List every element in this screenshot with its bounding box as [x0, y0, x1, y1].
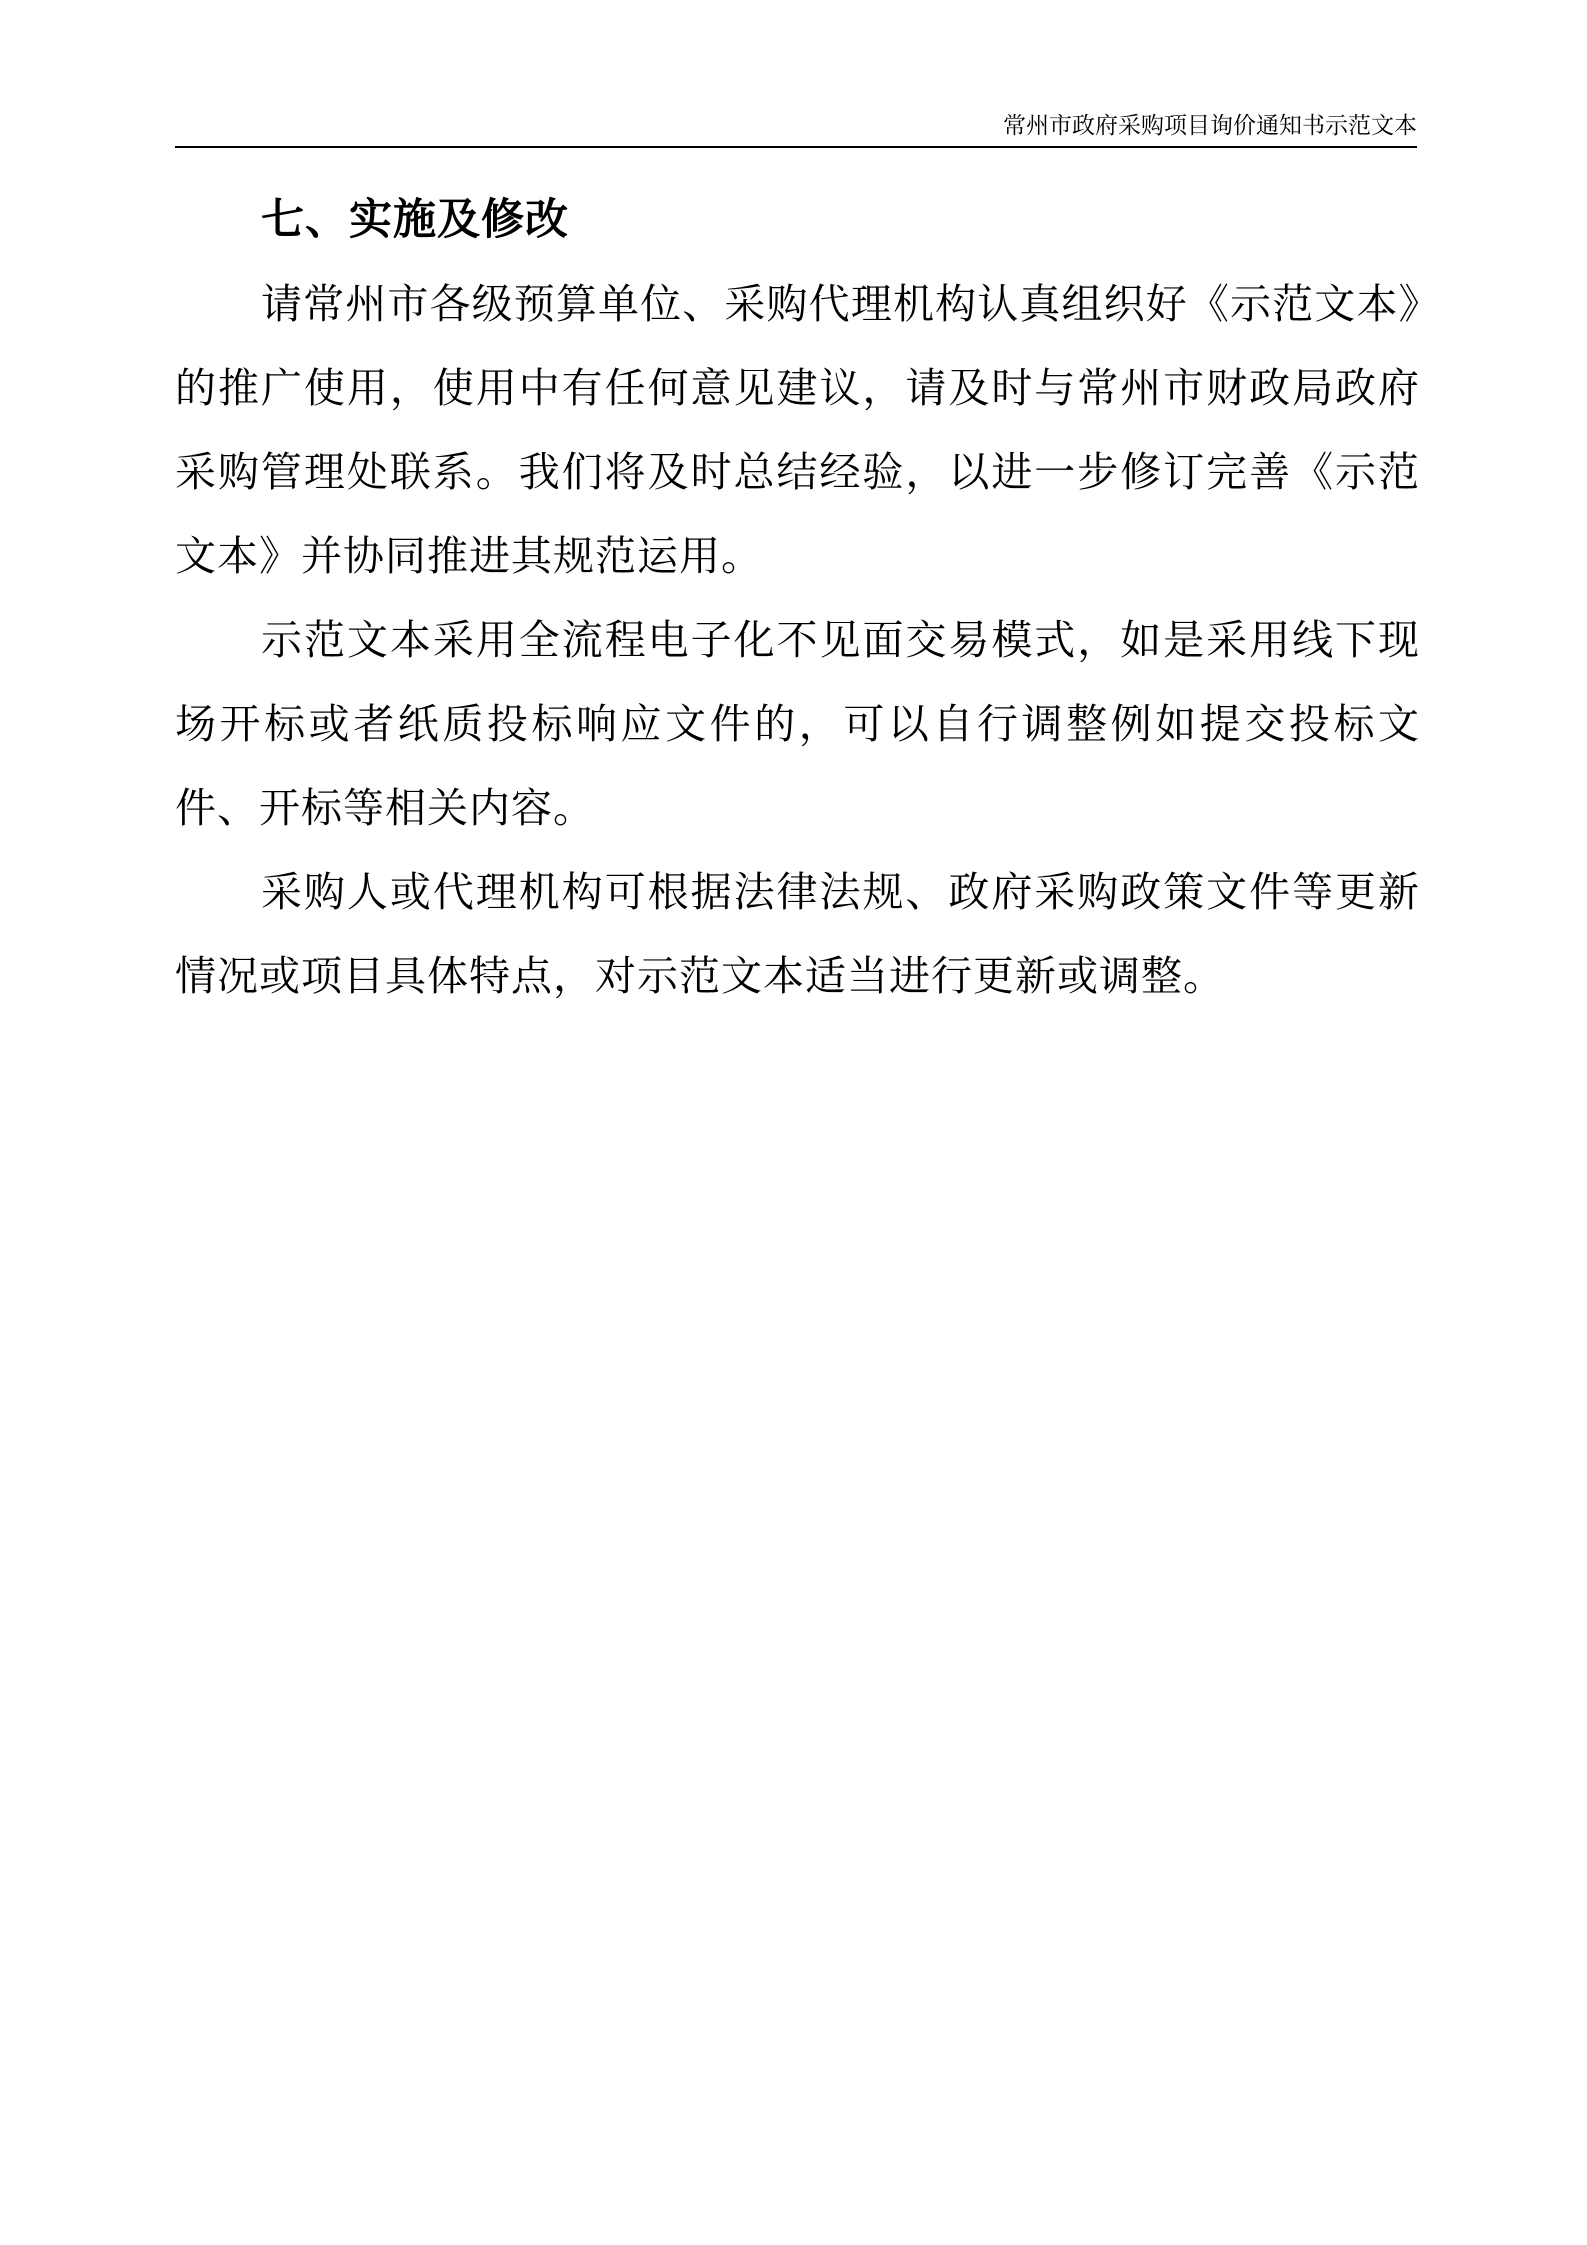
- page-header: [175, 100, 1417, 148]
- header-title: 常州市政府采购项目询价通知书示范文本: [1003, 113, 1417, 139]
- paragraph-implementation: 请常州市各级预算单位、采购代理机构认真组织好《示范文本》的推广使用，使用中有任何意见建议，请及时与常州市财政局政府采购管理处联系。我们将及时总结经验，以进一步修订完善《示范文本》并协同推进其规范运用。: [175, 280, 1420, 580]
- paragraph-electronic-mode: 示范文本采用全流程电子化不见面交易模式，如是采用线下现场开标或者纸质投标响应文件的，可以自行调整例如提交投标文件、开标等相关内容。: [175, 616, 1420, 832]
- paragraph-update-adjust: 采购人或代理机构可根据法律法规、政府采购政策文件等更新情况或项目具体特点，对示范文本适当进行更新或调整。: [175, 868, 1420, 1000]
- document-body: [175, 178, 1420, 1018]
- section-heading: 七、实施及修改: [261, 195, 569, 245]
